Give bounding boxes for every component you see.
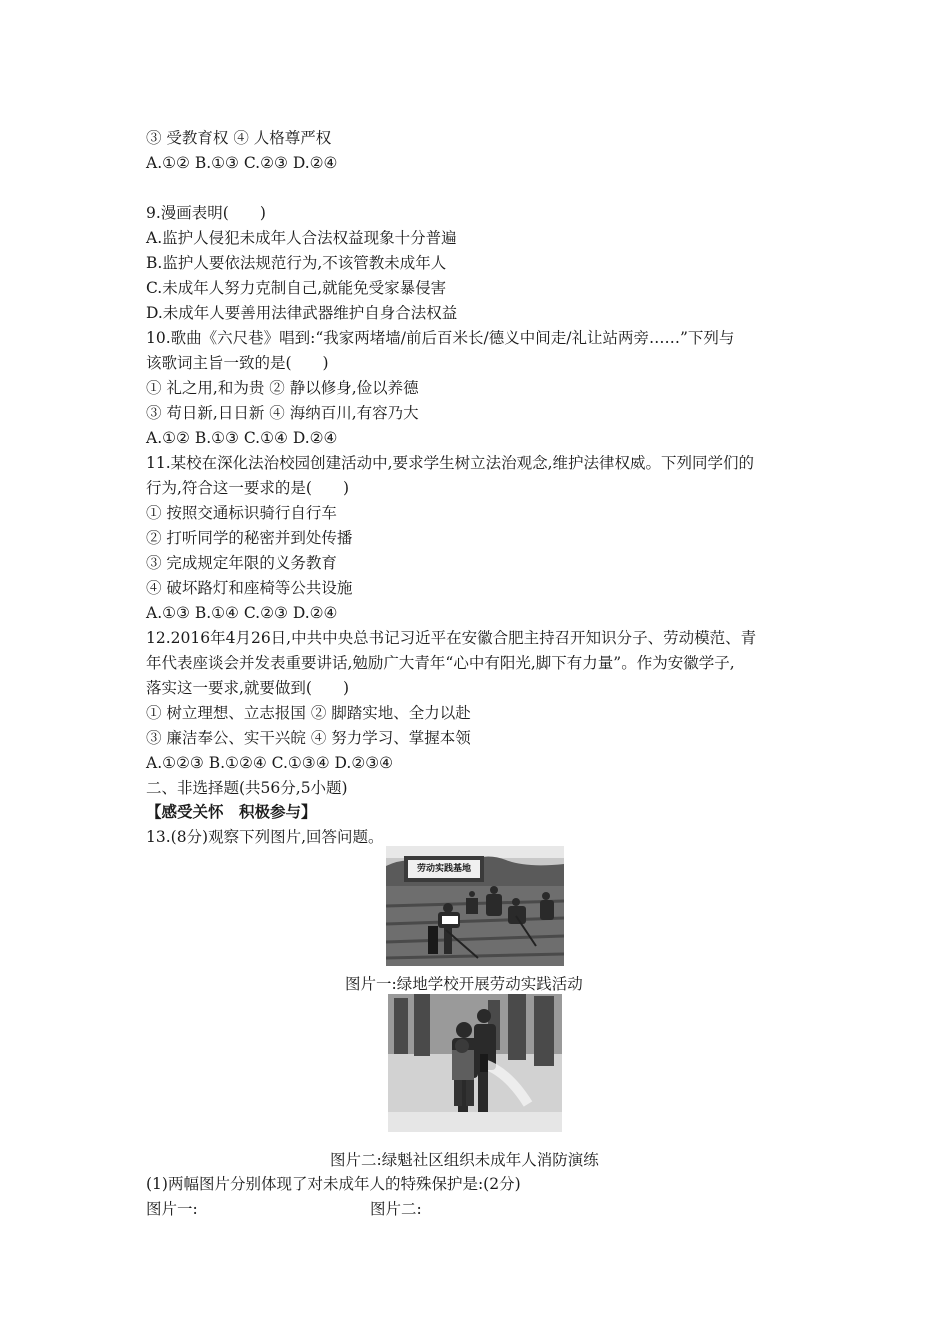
- option-line: ① 礼之用,和为贵 ② 静以修身,俭以养德: [146, 379, 419, 397]
- photo-1-caption: 图片一:绿地学校开展劳动实践活动: [345, 975, 583, 993]
- option-line: ① 按照交通标识骑行自行车: [146, 504, 337, 522]
- answer-choice: C.未成年人努力克制自己,就能免受家暴侵害: [146, 279, 447, 297]
- answer-choices: A.①②③ B.①②④ C.①③④ D.②③④: [146, 754, 394, 772]
- option-line: ① 树立理想、立志报国 ② 脚踏实地、全力以赴: [146, 704, 471, 722]
- option-line: ④ 破坏路灯和座椅等公共设施: [146, 579, 353, 597]
- option-line: ② 打听同学的秘密并到处传播: [146, 529, 353, 547]
- photo-sign-text: 劳动实践基地: [416, 864, 471, 874]
- subsection-heading: 【感受关怀 积极参与】: [146, 802, 317, 821]
- option-line: ③ 廉洁奉公、实干兴皖 ④ 努力学习、掌握本领: [146, 729, 471, 747]
- section-heading: 二、非选择题(共56分,5小题): [146, 779, 348, 797]
- question-13-stem: 13.(8分)观察下列图片,回答问题。: [146, 828, 384, 846]
- answer-label-photo-2: 图片二:: [370, 1200, 422, 1218]
- option-line: ③ 完成规定年限的义务教育: [146, 554, 337, 572]
- answer-choice: D.未成年人要善用法律武器维护自身合法权益: [146, 304, 458, 322]
- option-line: ③ 受教育权 ④ 人格尊严权: [146, 129, 332, 147]
- question-12-stem-cont: 年代表座谈会并发表重要讲话,勉励广大青年“心中有阳光,脚下有力量”。作为安徽学子,: [146, 654, 735, 672]
- photo-labor-practice: [386, 846, 564, 966]
- answer-choice: A.监护人侵犯未成年人合法权益现象十分普遍: [146, 229, 457, 247]
- photo-fire-drill: [388, 994, 562, 1132]
- answer-choices: A.①③ B.①④ C.②③ D.②④: [146, 604, 338, 622]
- answer-choice: B.监护人要依法规范行为,不该管教未成年人: [146, 254, 447, 272]
- answer-choices: A.①② B.①③ C.②③ D.②④: [146, 154, 338, 172]
- question-10-stem-cont: 该歌词主旨一致的是( ): [146, 354, 329, 372]
- question-12-stem-cont: 落实这一要求,就要做到( ): [146, 679, 350, 697]
- question-10-stem: 10.歌曲《六尺巷》唱到:“我家两堵墙/前后百米长/德义中间走/礼让站两旁……”下列与: [146, 329, 735, 347]
- question-9-stem: 9.漫画表明( ): [146, 204, 266, 222]
- option-line: ③ 苟日新,日日新 ④ 海纳百川,有容乃大: [146, 404, 419, 422]
- answer-label-photo-1: 图片一:: [146, 1200, 198, 1218]
- photo-2-caption: 图片二:绿魁社区组织未成年人消防演练: [330, 1151, 599, 1169]
- question-11-stem: 11.某校在深化法治校园创建活动中,要求学生树立法治观念,维护法律权威。下列同学们的: [146, 454, 755, 472]
- question-13-part-1-stem: (1)两幅图片分别体现了对未成年人的特殊保护是:(2分): [146, 1175, 521, 1193]
- question-11-stem-cont: 行为,符合这一要求的是( ): [146, 479, 350, 497]
- question-12-stem: 12.2016年4月26日,中共中央总书记习近平在安徽合肥主持召开知识分子、劳动模范、青: [146, 629, 757, 647]
- answer-choices: A.①② B.①③ C.①④ D.②④: [146, 429, 338, 447]
